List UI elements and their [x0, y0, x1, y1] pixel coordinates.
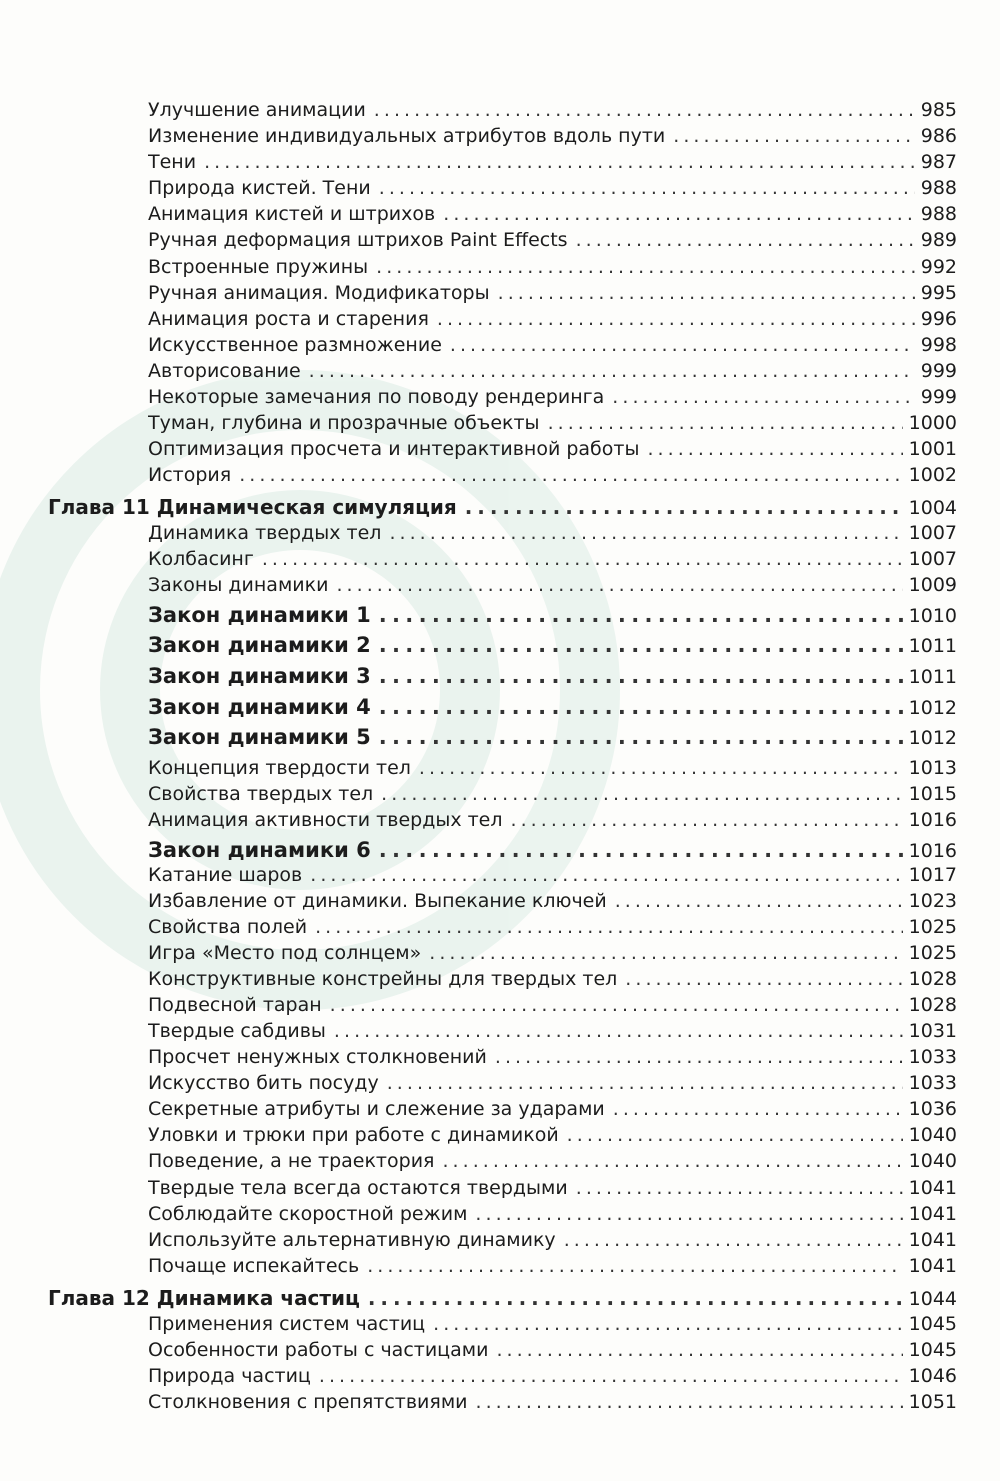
toc-chapter-entry[interactable] — [48, 1286, 957, 1310]
toc-entry[interactable] — [148, 664, 957, 688]
toc-entry-title: Соблюдайте скоростной режим — [148, 1203, 468, 1225]
toc-entry[interactable] — [148, 1124, 957, 1146]
dot-leader — [465, 495, 903, 519]
toc-entry-title: Природа кистей. Тени — [148, 177, 371, 199]
toc-entry[interactable] — [148, 203, 957, 225]
toc-entry-title: Свойства твердых тел — [148, 783, 374, 805]
toc-entry-page: 1001 — [908, 438, 957, 460]
toc-entry-title: Ручная деформация штрихов Paint Effects — [148, 229, 568, 251]
toc-entry-title: Подвесной таран — [148, 994, 322, 1016]
dot-leader — [374, 99, 915, 121]
toc-entry-title: Поведение, а не траектория — [148, 1150, 435, 1172]
dot-leader — [443, 203, 915, 225]
dot-leader — [334, 1020, 903, 1042]
toc-entry-title: Закон динамики 1 — [148, 603, 371, 627]
dot-leader — [498, 282, 915, 304]
toc-entry-title: Секретные атрибуты и слежение за ударами — [148, 1098, 605, 1120]
toc-entry-title: Колбасинг — [148, 548, 254, 570]
dot-leader — [647, 438, 902, 460]
toc-entry[interactable] — [148, 282, 957, 304]
toc-entry-page: 1028 — [908, 994, 957, 1016]
toc-entry[interactable] — [148, 1046, 957, 1068]
toc-entry[interactable] — [148, 229, 957, 251]
toc-entry-title: Природа частиц — [148, 1365, 311, 1387]
toc-entry-title: Закон динамики 2 — [148, 633, 371, 657]
toc-entry-page: 999 — [920, 386, 957, 408]
toc-entry[interactable] — [148, 412, 957, 434]
toc-chapter-entry[interactable] — [48, 495, 957, 519]
toc-entry[interactable] — [148, 942, 957, 964]
toc-entry-page: 1033 — [908, 1046, 957, 1068]
dot-leader — [437, 308, 915, 330]
dot-leader — [495, 1046, 903, 1068]
toc-entry-page: 1033 — [908, 1072, 957, 1094]
dot-leader — [310, 864, 902, 886]
toc-entry[interactable] — [148, 548, 957, 570]
dot-leader — [625, 968, 902, 990]
toc-entry-page: 1041 — [908, 1229, 957, 1251]
toc-entry-title: Улучшение анимации — [148, 99, 366, 121]
dot-leader — [262, 548, 903, 570]
toc-entry-title: Анимация роста и старения — [148, 308, 429, 330]
toc-entry-title: Концепция твердости тел — [148, 757, 411, 779]
toc-entry-page: 1013 — [908, 757, 957, 779]
toc-entry-page: 1051 — [908, 1391, 957, 1413]
toc-entry[interactable] — [148, 1313, 957, 1335]
toc-entry[interactable] — [148, 386, 957, 408]
dot-leader — [368, 1286, 903, 1310]
dot-leader — [419, 757, 903, 779]
toc-entry-page: 1009 — [908, 574, 957, 596]
toc-entry[interactable] — [148, 1229, 957, 1251]
toc-entry[interactable] — [148, 574, 957, 596]
dot-leader — [379, 603, 903, 627]
toc-entry-page: 1007 — [908, 548, 957, 570]
toc-entry[interactable] — [148, 1098, 957, 1120]
dot-leader — [612, 386, 914, 408]
toc-entry-page: 1017 — [908, 864, 957, 886]
dot-leader — [379, 664, 903, 688]
dot-leader — [475, 1203, 902, 1225]
toc-entry-page: 1000 — [908, 412, 957, 434]
toc-entry-page: 987 — [920, 151, 957, 173]
toc-entry[interactable] — [148, 99, 957, 121]
toc-entry-page: 1045 — [908, 1313, 957, 1335]
toc-entry[interactable] — [148, 438, 957, 460]
toc-entry-page: 1041 — [908, 1177, 957, 1199]
toc-entry-page: 998 — [920, 334, 957, 356]
toc-entry-page: 1002 — [908, 464, 957, 486]
toc-entry-page: 985 — [920, 99, 957, 121]
toc-entry-page: 1025 — [908, 916, 957, 938]
toc-entry-title: Искусство бить посуду — [148, 1072, 379, 1094]
dot-leader — [381, 783, 902, 805]
dot-leader — [336, 574, 902, 596]
dot-leader — [379, 838, 903, 862]
toc-entry[interactable] — [148, 838, 957, 862]
dot-leader — [379, 695, 903, 719]
toc-entry-title: Столкновения с препятствиями — [148, 1391, 468, 1413]
toc-entry-title: Игра «Место под солнцем» — [148, 942, 422, 964]
toc-entry[interactable] — [148, 1391, 957, 1413]
dot-leader — [673, 125, 914, 147]
toc-entry-page: 986 — [920, 125, 957, 147]
toc-entry-title: Динамика твердых тел — [148, 522, 382, 544]
toc-entry-title: Катание шаров — [148, 864, 303, 886]
toc-entry-page: 1023 — [908, 890, 957, 912]
toc-entry[interactable] — [148, 1150, 957, 1172]
toc-entry-title: Анимация кистей и штрихов — [148, 203, 436, 225]
toc-entry-title: Изменение индивидуальных атрибутов вдоль пути — [148, 125, 666, 147]
toc-entry-title: Конструктивные констрейны для твердых тел — [148, 968, 618, 990]
toc-entry-page: 996 — [920, 308, 957, 330]
toc-entry-title: Избавление от динамики. Выпекание ключей — [148, 890, 607, 912]
dot-leader — [379, 177, 915, 199]
dot-leader — [315, 916, 903, 938]
toc-entry[interactable] — [148, 633, 957, 657]
toc-entry-page: 1036 — [908, 1098, 957, 1120]
toc-entry[interactable] — [148, 757, 957, 779]
toc-entry-title: Просчет ненужных столкновений — [148, 1046, 487, 1068]
toc-entry-page: 1015 — [908, 783, 957, 805]
toc-entry[interactable] — [148, 994, 957, 1016]
toc-entry-title: Ручная анимация. Модификаторы — [148, 282, 490, 304]
toc-entry-title: Глава 11 Динамическая симуляция — [48, 495, 457, 519]
toc-entry-page: 1041 — [908, 1203, 957, 1225]
toc-entry[interactable] — [148, 256, 957, 278]
dot-leader — [309, 360, 915, 382]
toc-entry[interactable] — [148, 603, 957, 627]
toc-entry-title: Почаще испекайтесь — [148, 1255, 360, 1277]
toc-entry-title: Твердые тела всегда остаются твердыми — [148, 1177, 568, 1199]
dot-leader — [389, 522, 902, 544]
toc-entry[interactable] — [148, 151, 957, 173]
toc-entry[interactable] — [148, 968, 957, 990]
toc-entry-title: Используйте альтернативную динамику — [148, 1229, 556, 1251]
toc-entry[interactable] — [148, 522, 957, 544]
toc-entry[interactable] — [148, 334, 957, 356]
toc-entry[interactable] — [148, 783, 957, 805]
toc-entry[interactable] — [148, 177, 957, 199]
dot-leader — [367, 1255, 902, 1277]
dot-leader — [204, 151, 915, 173]
toc-entry[interactable] — [148, 125, 957, 147]
toc-entry-page: 988 — [920, 203, 957, 225]
toc-entry[interactable] — [148, 864, 957, 886]
toc-entry-page: 1046 — [908, 1365, 957, 1387]
toc-entry[interactable] — [148, 725, 957, 749]
dot-leader — [615, 890, 903, 912]
toc-entry-page: 1044 — [908, 1288, 957, 1310]
toc-entry[interactable] — [148, 809, 957, 831]
dot-leader — [433, 1313, 903, 1335]
dot-leader — [450, 334, 915, 356]
toc-entry[interactable] — [148, 916, 957, 938]
dot-leader — [564, 1229, 903, 1251]
toc-entry-page: 995 — [920, 282, 957, 304]
toc-entry-page: 1040 — [908, 1124, 957, 1146]
dot-leader — [319, 1365, 903, 1387]
toc-entry-title: Туман, глубина и прозрачные объекты — [148, 412, 540, 434]
toc-entry[interactable] — [148, 1177, 957, 1199]
toc-entry-page: 988 — [920, 177, 957, 199]
dot-leader — [496, 1339, 902, 1361]
toc-entry[interactable] — [148, 1365, 957, 1387]
toc-entry-title: Тени — [148, 151, 197, 173]
toc-entry-page: 989 — [920, 229, 957, 251]
toc-entry-page: 1016 — [908, 809, 957, 831]
dot-leader — [511, 809, 903, 831]
dot-leader — [476, 1391, 903, 1413]
dot-leader — [613, 1098, 903, 1120]
toc-entry-page: 1012 — [908, 727, 957, 749]
dot-leader — [376, 256, 915, 278]
toc-entry-title: Анимация активности твердых тел — [148, 809, 503, 831]
toc-entry[interactable] — [148, 1072, 957, 1094]
dot-leader — [239, 464, 902, 486]
toc-entry-page: 1025 — [908, 942, 957, 964]
dot-leader — [429, 942, 902, 964]
toc-entry-page: 1040 — [908, 1150, 957, 1172]
toc-entry-title: Закон динамики 4 — [148, 695, 371, 719]
toc-entry-page: 999 — [920, 360, 957, 382]
toc-entry-page: 1031 — [908, 1020, 957, 1042]
dot-leader — [576, 1177, 903, 1199]
dot-leader — [567, 1124, 903, 1146]
toc-entry-title: Применения систем частиц — [148, 1313, 426, 1335]
toc-entry[interactable] — [148, 308, 957, 330]
dot-leader — [330, 994, 903, 1016]
toc-entry-title: Закон динамики 6 — [148, 838, 371, 862]
toc-entry-page: 992 — [920, 256, 957, 278]
dot-leader — [442, 1150, 902, 1172]
toc-entry-title: Уловки и трюки при работе с динамикой — [148, 1124, 559, 1146]
dot-leader — [379, 633, 903, 657]
toc-entry-page: 1011 — [908, 666, 957, 688]
toc-entry[interactable] — [148, 464, 957, 486]
toc-entry[interactable] — [148, 1339, 957, 1361]
toc-entry-title: Закон динамики 3 — [148, 664, 371, 688]
toc-entry-title: Встроенные пружины — [148, 256, 369, 278]
toc-entry[interactable] — [148, 695, 957, 719]
toc-entry-title: Особенности работы с частицами — [148, 1339, 489, 1361]
toc-entry-title: Свойства полей — [148, 916, 308, 938]
toc-entry-page: 1012 — [908, 697, 957, 719]
toc-entry-title: История — [148, 464, 232, 486]
toc-entry-title: Законы динамики — [148, 574, 329, 596]
toc-entry-page: 1016 — [908, 840, 957, 862]
toc-entry-title: Авторисование — [148, 360, 301, 382]
toc-entry-page: 1041 — [908, 1255, 957, 1277]
toc-entry[interactable] — [148, 1255, 957, 1277]
toc-entry-title: Закон динамики 5 — [148, 725, 371, 749]
dot-leader — [379, 725, 903, 749]
toc-entry-title: Оптимизация просчета и интерактивной работы — [148, 438, 640, 460]
toc-entry-title: Твердые сабдивы — [148, 1020, 326, 1042]
toc-entry[interactable] — [148, 1020, 957, 1042]
toc-entry-page: 1028 — [908, 968, 957, 990]
dot-leader — [548, 412, 903, 434]
toc-entry-title: Глава 12 Динамика частиц — [48, 1286, 360, 1310]
dot-leader — [387, 1072, 903, 1094]
toc-entry[interactable] — [148, 890, 957, 912]
dot-leader — [576, 229, 915, 251]
toc-entry-page: 1004 — [908, 497, 957, 519]
toc-entry[interactable] — [148, 1203, 957, 1225]
toc-entry-page: 1011 — [908, 635, 957, 657]
toc-entry-title: Искусственное размножение — [148, 334, 442, 356]
toc-entry-page: 1045 — [908, 1339, 957, 1361]
toc-entry-page: 1010 — [908, 605, 957, 627]
toc-entry-title: Некоторые замечания по поводу рендеринга — [148, 386, 605, 408]
toc-entry-page: 1007 — [908, 522, 957, 544]
toc-entry[interactable] — [148, 360, 957, 382]
